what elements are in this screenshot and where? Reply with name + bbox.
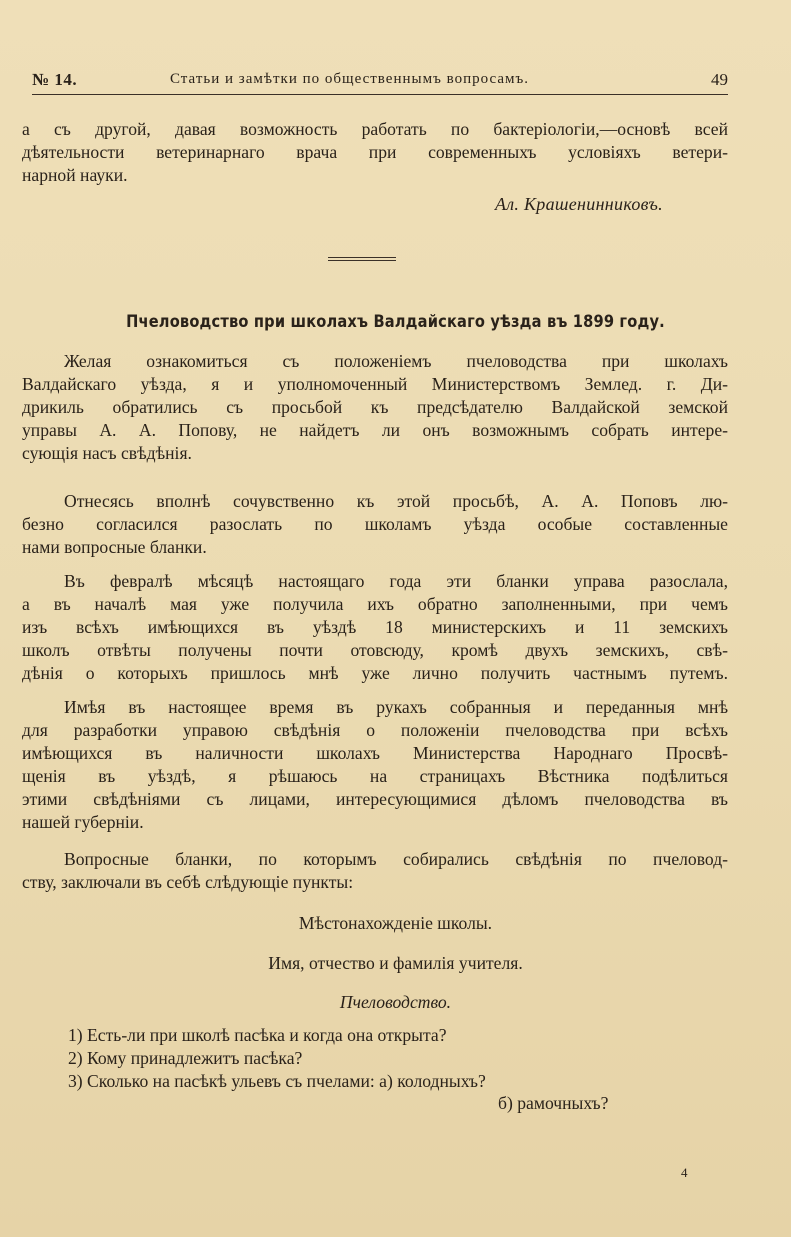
question-item: 2) Кому принадлежитъ пасѣка? <box>68 1048 303 1068</box>
text-line: школъ отвѣты получены почти отовсюду, кромѣ двухъ земскихъ, свѣ- <box>22 640 728 660</box>
text-line: дрикиль обратились съ просьбой къ предсѣдателю Валдайской земской <box>22 397 728 417</box>
paragraph-3 <box>22 570 728 685</box>
printer-signature-mark: 4 <box>681 1165 688 1180</box>
text-line: Желая ознакомиться съ положеніемъ пчеловодства при школахъ <box>64 351 728 371</box>
form-item-teacher-name: Имя, отчество и фамилія учителя. <box>268 953 523 973</box>
text-line: Имѣя въ настоящее время въ рукахъ собранныя и переданныя мнѣ <box>64 697 728 717</box>
text-line: для разработки управою свѣдѣнія о положеніи пчеловодства при всѣхъ <box>22 720 728 740</box>
issue-number: № 14. <box>32 70 78 89</box>
text-line: Вопросные бланки, по которымъ собирались свѣдѣнія по пчеловод- <box>64 849 728 869</box>
running-header <box>22 66 728 94</box>
text-line: дѣятельности ветеринарнаго врача при современныхъ условіяхъ ветери- <box>22 142 728 162</box>
question-item: 1) Есть-ли при школѣ пасѣка и когда она открыта? <box>68 1025 447 1045</box>
text-line: Въ февралѣ мѣсяцѣ настоящаго года эти бланки управа разослала, <box>64 571 728 591</box>
text-line: управы А. А. Попову, не найдетъ ли онъ возможнымъ собрать интере- <box>22 420 728 440</box>
question-item: 3) Сколько на пасѣкѣ ульевъ съ пчелами: а) колодныхъ? <box>68 1071 486 1091</box>
form-item-location: Мѣстонахожденіе школы. <box>298 913 493 933</box>
text-line: изъ всѣхъ имѣющихся въ уѣздѣ 18 министерскихъ и 11 земскихъ <box>22 617 728 637</box>
article-title: Пчеловодство при школахъ Валдайскаго уѣзда въ 1899 году. <box>126 312 665 332</box>
page-number: 49 <box>711 70 728 89</box>
text-line: Валдайскаго уѣзда, я и уполномоченный Министерствомъ Землед. г. Ди- <box>22 374 728 394</box>
section-title: Статьи и замѣтки по общественнымъ вопросамъ. <box>170 71 529 87</box>
text-line: этими свѣдѣніями съ лицами, интересующимися дѣломъ пчеловодства въ <box>22 789 728 809</box>
section-divider <box>328 257 396 263</box>
text-line: а съ другой, давая возможность работать по бактеріологіи,—основѣ всей <box>22 119 728 139</box>
text-line: щенія въ уѣздѣ, я рѣшаюсь на страницахъ Вѣстника подѣлиться <box>22 766 728 786</box>
text-line: Отнесясь вполнѣ сочувственно къ этой просьбѣ, А. А. Поповъ лю- <box>64 491 728 511</box>
form-section-heading: Пчеловодство. <box>339 992 452 1012</box>
paragraph-4 <box>22 696 728 834</box>
header-rule <box>32 94 728 95</box>
text-line: а въ началѣ мая уже получила ихъ обратно заполненными, при чемъ <box>22 594 728 614</box>
text-line: сующія насъ свѣдѣнія. <box>22 443 192 463</box>
paragraph-5 <box>22 848 728 894</box>
paragraph-2 <box>22 490 728 559</box>
text-line: безно согласился разослать по школамъ уѣзда особые составленные <box>22 514 728 534</box>
paragraph-1 <box>22 350 728 465</box>
author-signature: Ал. Крашенинниковъ. <box>494 194 663 214</box>
intro-paragraph <box>22 118 728 187</box>
text-line: дѣнія о которыхъ пришлось мнѣ уже лично получить частнымъ путемъ. <box>22 663 728 683</box>
text-line: ству, заключали въ себѣ слѣдующіе пункты: <box>22 872 354 892</box>
text-line: имѣющихся въ наличности школахъ Министерства Народнаго Просвѣ- <box>22 743 728 763</box>
text-line: нашей губерніи. <box>22 812 144 832</box>
text-line: нами вопросные бланки. <box>22 537 207 557</box>
text-line: нарной науки. <box>22 165 128 185</box>
question-continuation: б) рамочныхъ? <box>498 1093 609 1113</box>
